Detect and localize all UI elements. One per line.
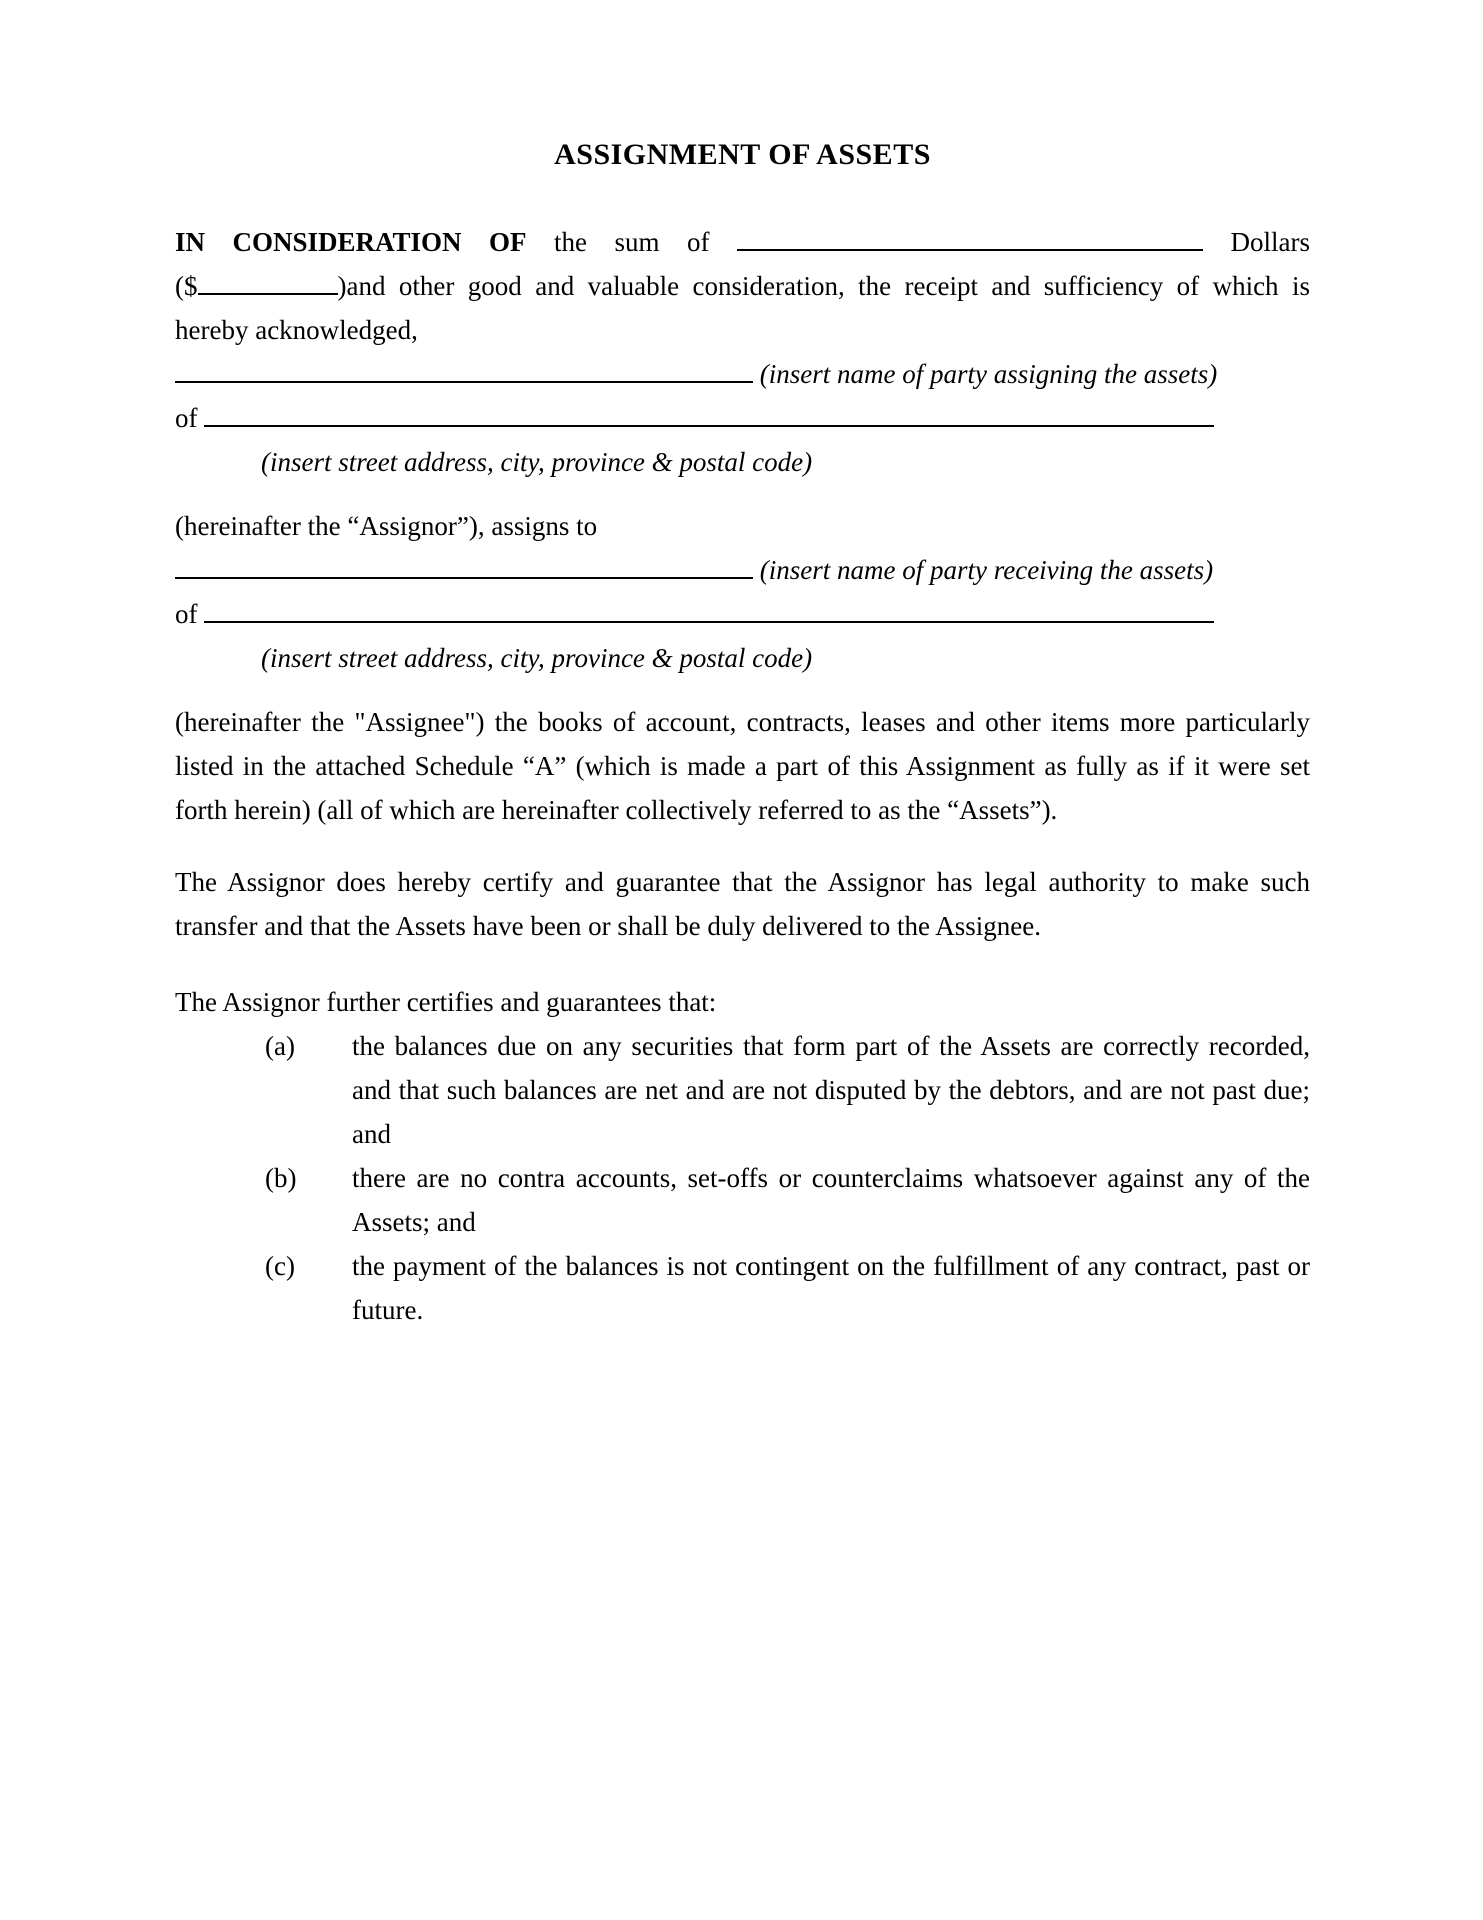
further-certifies-line: The Assignor further certifies and guarantees that:: [175, 987, 717, 1017]
list-item-b: [175, 1156, 1310, 1244]
assignor-name-line: [175, 352, 1310, 396]
list-item-b-label: (b): [265, 1163, 297, 1193]
list-item-c-label: (c): [265, 1251, 295, 1281]
list-item-a: [175, 1024, 1310, 1156]
assignor-address-hint: (insert street address, city, province & postal code): [261, 447, 813, 477]
assignor-of-label: of: [175, 403, 198, 433]
assignor-address-line: [175, 396, 1310, 440]
list-item-c-text: the payment of the balances is not contingent on the fulfillment of any contract, past or future.: [352, 1251, 1310, 1325]
assignee-address-hint: (insert street address, city, province & postal code): [261, 643, 813, 673]
assignee-body-paragraph: (hereinafter the "Assignee") the books of account, contracts, leases and other items more particularly listed in the attached Schedule “A” (which is made a part of this Assignment as fully as if it were set forth herein) (all of which are hereinafter collectively referred to as the “Assets”).: [175, 707, 1310, 825]
assignee-name-line: [175, 548, 1310, 592]
guarantee-list: [175, 1024, 1310, 1332]
assignor-name-hint: (insert name of party assigning the assets): [759, 359, 1218, 389]
dollar-figure-group: [175, 271, 347, 301]
dollar-amount-blank-field: [198, 266, 338, 295]
list-item-c: [175, 1244, 1310, 1332]
sum-label: the sum of: [554, 227, 710, 257]
assignor-hereinafter-line: [175, 504, 1310, 548]
assignee-address-line: [175, 592, 1310, 636]
dollars-label: Dollars: [1230, 227, 1310, 257]
assignee-name-hint: (insert name of party receiving the assets): [759, 555, 1214, 585]
list-item-a-text: the balances due on any securities that form part of the Assets are correctly recorded, and that such balances are net and are not disputed by the debtors, and are not past due; and: [352, 1031, 1310, 1149]
list-item-b-text: there are no contra accounts, set-offs or counterclaims whatsoever against any of the Assets; and: [352, 1163, 1310, 1237]
sum-amount-blank-field: [737, 222, 1203, 251]
assignor-address-blank-field: [204, 398, 1214, 427]
assignor-address-hint-line: [175, 440, 1310, 484]
open-paren-dollar: ($: [175, 271, 198, 301]
close-paren: ): [337, 271, 347, 301]
consideration-lead: IN CONSIDERATION OF: [175, 227, 527, 257]
assignee-address-blank-field: [204, 594, 1214, 623]
assignor-name-blank-field: [175, 354, 753, 383]
assignee-address-hint-line: [175, 636, 1310, 680]
assignee-name-blank-field: [175, 550, 753, 579]
certify-paragraph: The Assignor does hereby certify and guarantee that the Assignor has legal authority to make such transfer and that the Assets have been or shall be duly delivered to the Assignee.: [175, 867, 1310, 941]
consideration-paragraph: [175, 220, 1310, 352]
document-title: ASSIGNMENT OF ASSETS: [554, 138, 931, 171]
assignor-hereinafter-text: (hereinafter the “Assignor”), assigns to: [175, 511, 598, 541]
assignee-of-label: of: [175, 599, 198, 629]
list-item-a-label: (a): [265, 1031, 295, 1061]
consideration-rest: and other good and valuable consideration, the receipt and sufficiency of which is hereby acknowledged,: [175, 271, 1310, 345]
